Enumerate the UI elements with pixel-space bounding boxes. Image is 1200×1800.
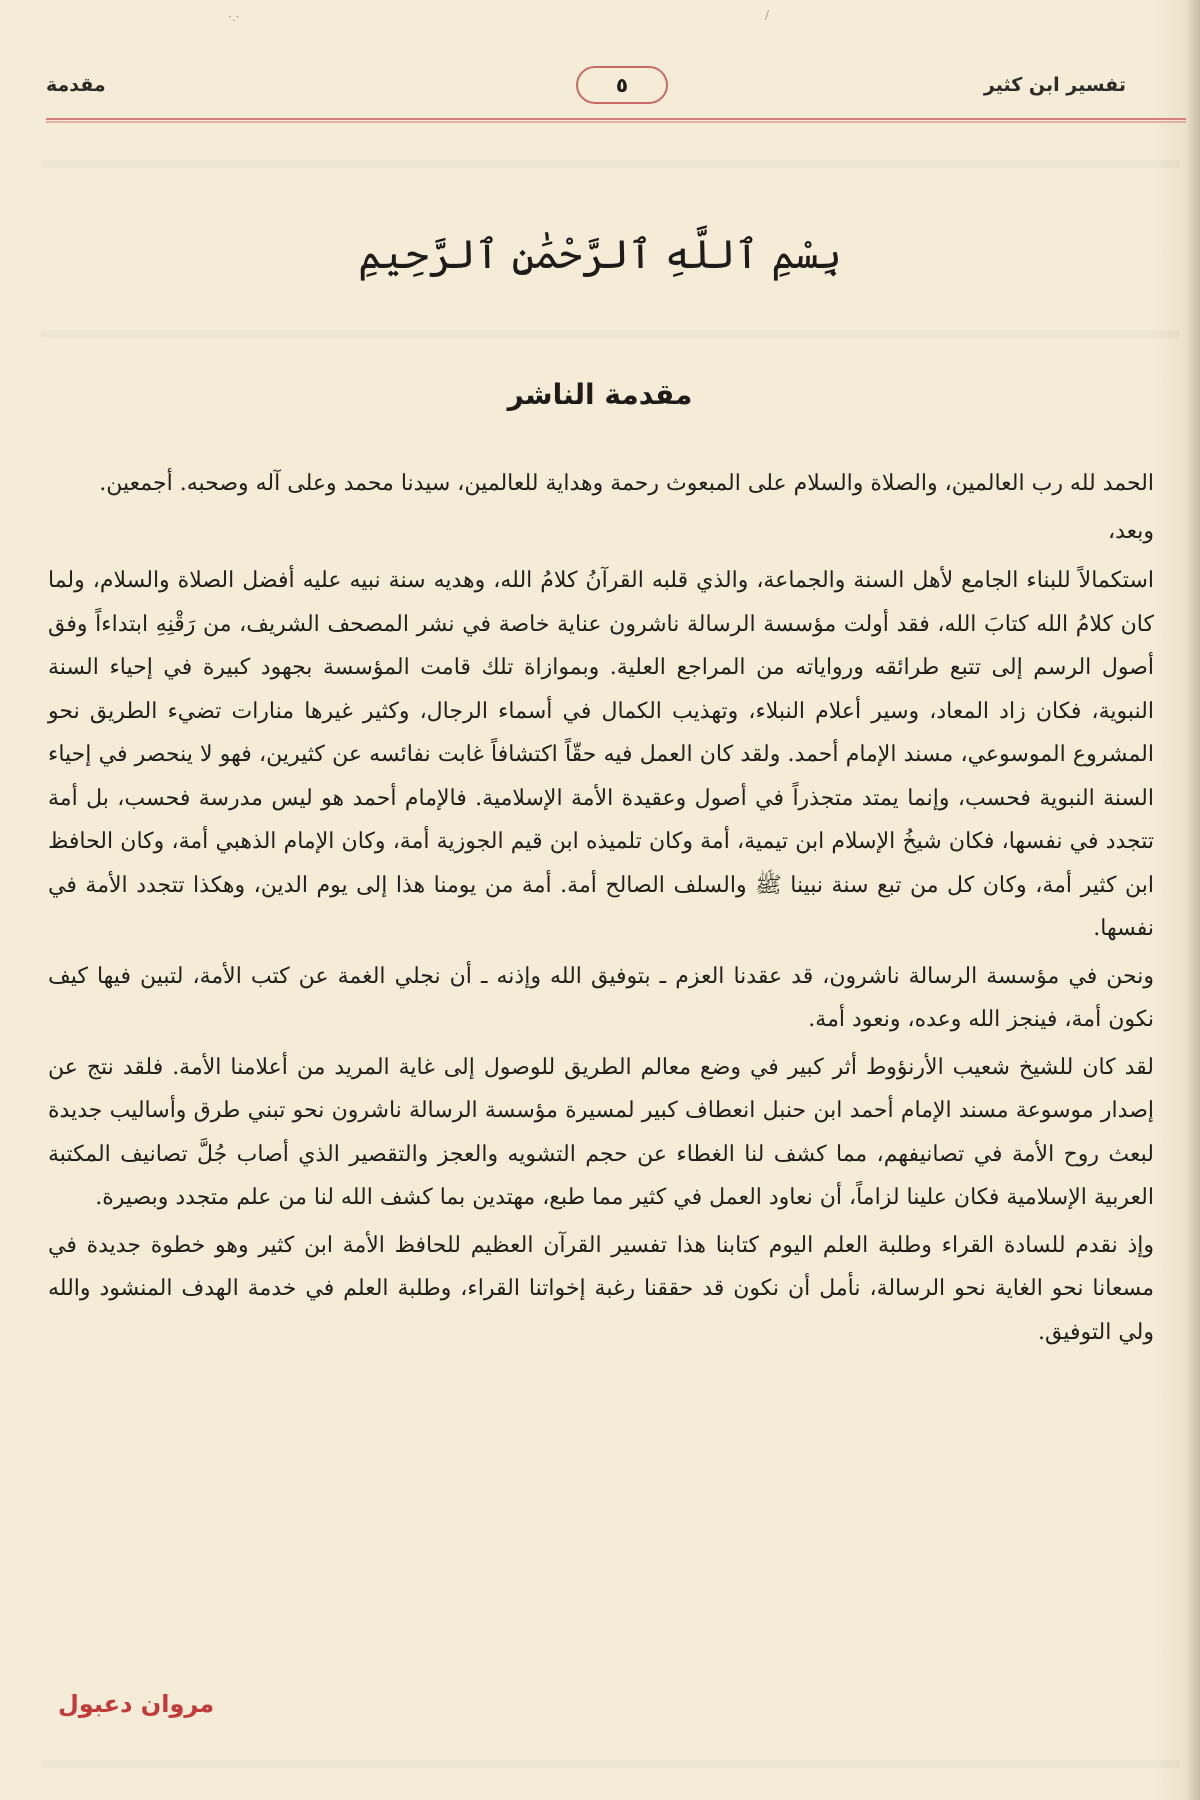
scan-speck: / [765, 8, 770, 22]
paragraph-resolve: ونحن في مؤسسة الرسالة ناشرون، قد عقدنا العزم ـ بتوفيق الله وإذنه ـ أن نجلي الغمة عن كتب الأمة، لتبين فيها كيف نكون أمة، فينجز الله وعده، ونعود أمة. [48, 963, 1154, 1032]
book-title: تفسير ابن كثير [983, 74, 1126, 96]
show-through-line [40, 1760, 1180, 1768]
section-label: مقدمة [46, 74, 106, 96]
show-through-line [40, 160, 1180, 168]
paragraph-mission: استكمالاً للبناء الجامع لأهل السنة والجماعة، والذي قلبه القرآنُ كلامُ الله، وهديه سنة نبيه عليه أفضل الصلاة والسلام، ولما كان كلامُ الله كتابَ الله، فقد أولت مؤسسة الرسالة ناشرون عناية خاصة في نشر المصحف الشريف، من رَقْنِهِ ابتداءاً وفق أصول الرسم إلى تتبع طرائقه ورواياته من المراجع العلية. وبموازاة تلك قامت المؤسسة بجهود كبيرة في إحياء السنة النبوية، فكان زاد المعاد، وسير أعلام النبلاء، وتهذيب الكمال في أسماء الرجال، وكثير غيرها منارات تضيء الطريق نحو المشروع الموسوعي، مسند الإمام أحمد. ولقد كان العمل فيه حقّاً اكتشافاً غابت نفائسه عن كثيرين، فهو لا ينحصر في إحياء السنة النبوية فحسب، وإنما يمتد متجذراً في أصول وعقيدة الأمة الإسلامية. فالإمام أحمد هو ليس مدرسة فحسب، بل أمة تتجدد في نفسها، فكان شيخُ الإسلام ابن تيمية، أمة وكان تلميذه ابن قيم الجوزية أمة، وكان الإمام الذهبي أمة، وكان الحافظ ابن كثير أمة، وكان كل من تبع سنة نبينا ﷺ والسلف الصالح أمة. أمة من يومنا هذا إلى يوم الدين، وهكذا تتجدد الأمة في نفسها. [48, 568, 1154, 941]
body-text [48, 462, 1154, 1358]
scan-speck: ·.· [228, 10, 240, 24]
show-through-line [40, 330, 1180, 338]
paragraph-transition: وبعد، [1107, 518, 1154, 544]
paragraph-arnaut: لقد كان للشيخ شعيب الأرنؤوط أثر كبير في وضع معالم الطريق للوصول إلى غاية المريد من أعلامنا الأمة. فلقد نتج عن إصدار موسوعة مسند الإمام أحمد ابن حنبل انعطاف كبير لمسيرة مؤسسة الرسالة ناشرون نحو تبني طرق وأساليب جديدة لبعث روح الأمة في تصانيفهم، مما كشف لنا الغطاء عن حجم التشويه والعجز والتقصير الذي أصاب جُلَّ تصانيف المكتبة العربية الإسلامية فكان علينا لزاماً، أن نعاود العمل في كثير مما طبع، مهتدين بما كشف الله لنا من علم متجدد وبصيرة. [48, 1054, 1154, 1210]
binding-shadow [1186, 0, 1200, 1800]
page-number-badge [576, 66, 668, 104]
running-header [46, 62, 1186, 112]
paragraph-opening: الحمد لله رب العالمين، والصلاة والسلام على المبعوث رحمة وهداية للعالمين، سيدنا محمد وعلى آله وصحبه. أجمعين. [99, 471, 1154, 496]
paragraph-closing: وإذ نقدم للسادة القراء وطلبة العلم اليوم كتابنا هذا تفسير القرآن العظيم للحافظ الأمة ابن كثير وهو خطوة جديدة في مسعانا نحو الغاية نحو الرسالة، نأمل أن نكون قد حققنا رغبة إخواتنا القراء، وطلبة العلم في خدمة الهدف المنشود والله ولي التوفيق. [48, 1232, 1154, 1345]
section-title: مقدمة الناشر [507, 378, 693, 411]
basmala: بِسْمِ ٱللَّهِ ٱلرَّحْمَٰنِ ٱلرَّحِيمِ [358, 232, 842, 278]
publisher-signature: مروان دعبول [58, 1690, 215, 1718]
page-number: ٥ [615, 73, 629, 97]
header-rule-divider [46, 118, 1186, 120]
